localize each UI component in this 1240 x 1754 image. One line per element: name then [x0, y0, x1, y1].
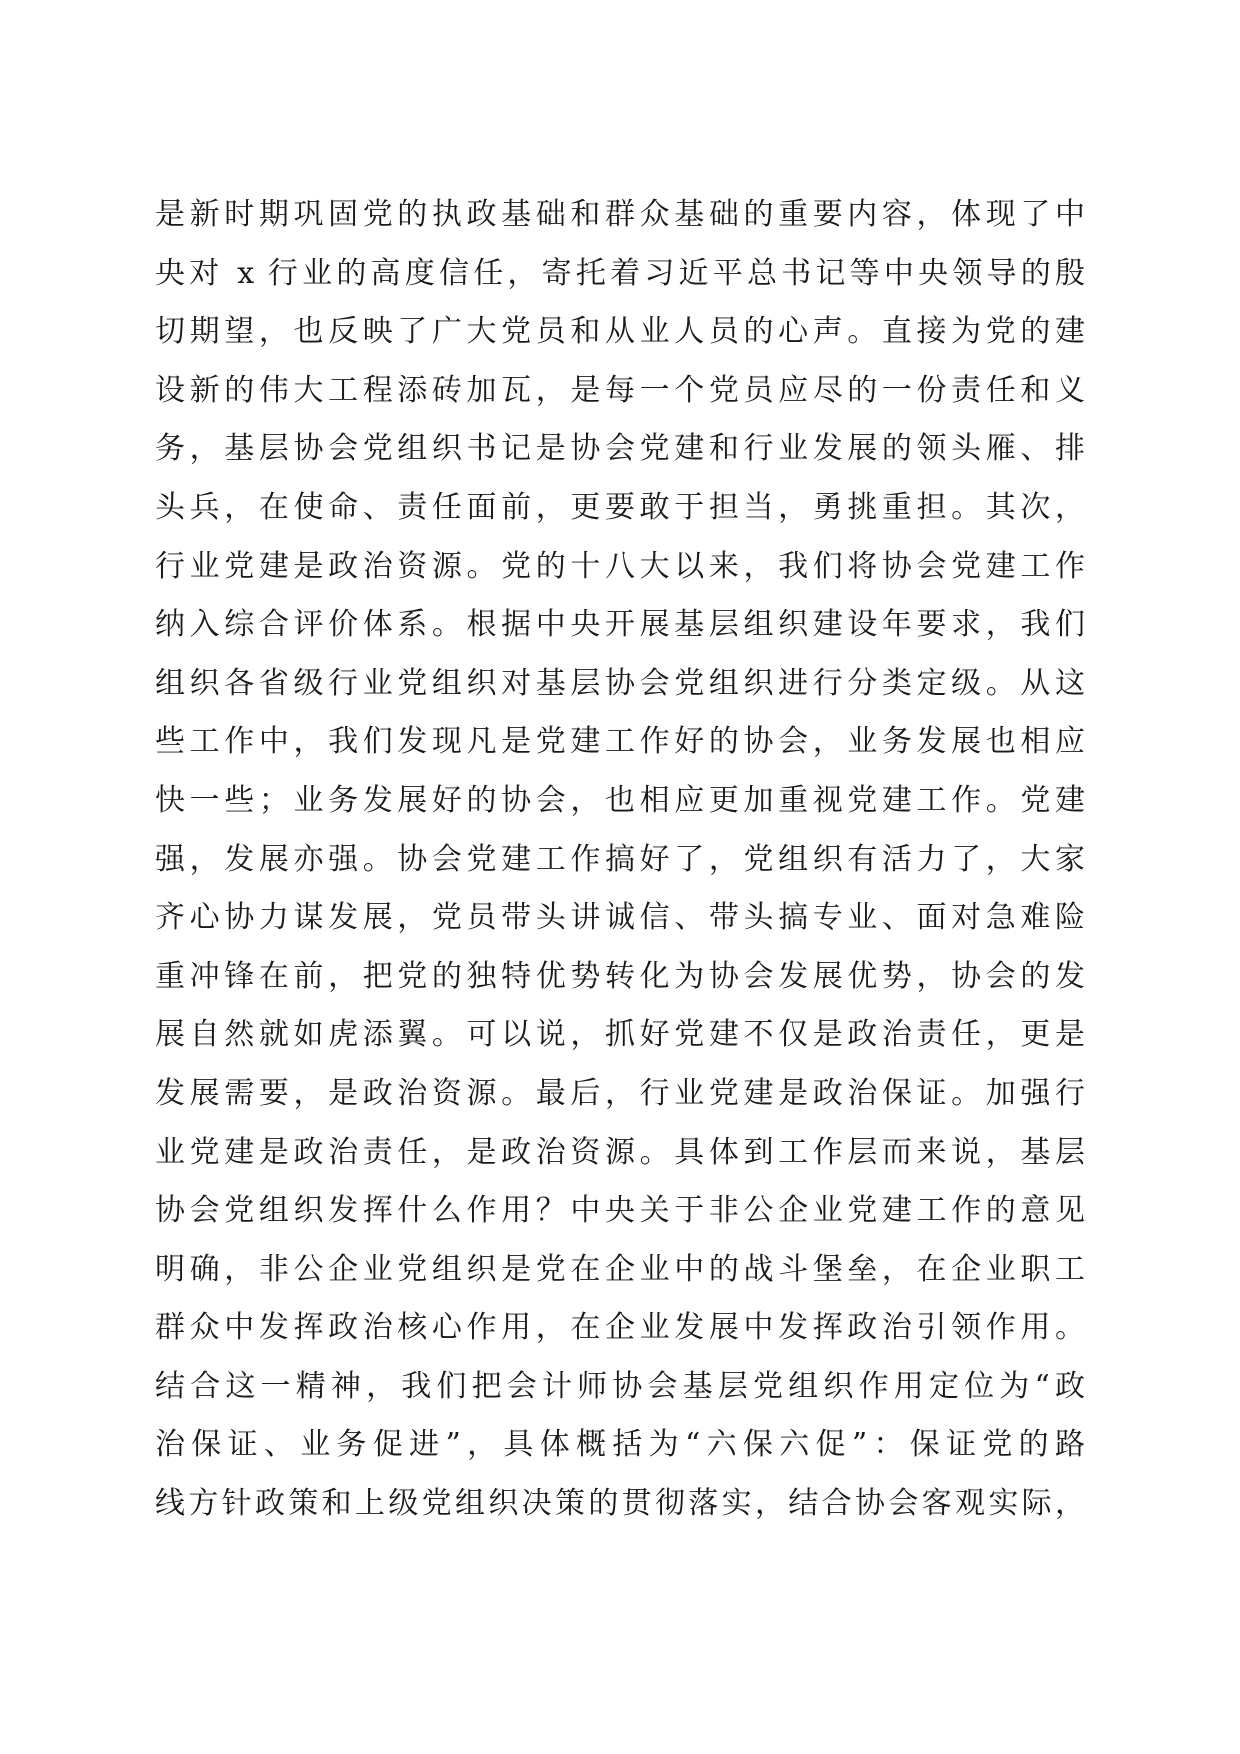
text-line: 重冲锋在前，把党的独特优势转化为协会发展优势，协会的发: [155, 958, 1085, 994]
text-line: 组织各省级行业党组织对基层协会党组织进行分类定级。从这: [155, 665, 1085, 701]
body-paragraph: [155, 186, 1085, 1534]
text-line: 纳入综合评价体系。根据中央开展基层组织建设年要求，我们: [155, 607, 1085, 643]
text-line: 强，发展亦强。协会党建工作搞好了，党组织有活力了，大家: [155, 841, 1085, 877]
text-line: 行业党建是政治资源。党的十八大以来，我们将协会党建工作: [155, 548, 1085, 584]
text-line: 央对 x 行业的高度信任，寄托着习近平总书记等中央领导的殷: [155, 255, 1085, 291]
text-line: 结合这一精神，我们把会计师协会基层党组织作用定位为“政: [155, 1368, 1085, 1404]
text-line: 协会党组织发挥什么作用？中央关于非公企业党建工作的意见: [155, 1193, 1085, 1229]
text-line: 治保证、业务促进”，具体概括为“六保六促”：保证党的路: [155, 1427, 1085, 1463]
text-line: 头兵，在使命、责任面前，更要敢于担当，勇挑重担。其次，: [155, 489, 1085, 525]
text-line: 设新的伟大工程添砖加瓦，是每一个党员应尽的一份责任和义: [155, 372, 1085, 408]
text-line: 快一些；业务发展好的协会，也相应更加重视党建工作。党建: [155, 782, 1085, 818]
text-line: 发展需要，是政治资源。最后，行业党建是政治保证。加强行: [155, 1075, 1085, 1111]
text-line: 务，基层协会党组织书记是协会党建和行业发展的领头雁、排: [155, 431, 1085, 467]
text-line: 群众中发挥政治核心作用，在企业发展中发挥政治引领作用。: [155, 1310, 1085, 1346]
text-line: 些工作中，我们发现凡是党建工作好的协会，业务发展也相应: [155, 724, 1085, 760]
text-line: 明确，非公企业党组织是党在企业中的战斗堡垒，在企业职工: [155, 1251, 1085, 1287]
text-line: 齐心协力谋发展，党员带头讲诚信、带头搞专业、面对急难险: [155, 900, 1085, 936]
text-line: 业党建是政治责任，是政治资源。具体到工作层而来说，基层: [155, 1134, 1085, 1170]
text-line: 线方针政策和上级党组织决策的贯彻落实，结合协会客观实际，: [155, 1486, 1085, 1522]
text-line: 展自然就如虎添翼。可以说，抓好党建不仅是政治责任，更是: [155, 1017, 1085, 1053]
text-line: 切期望，也反映了广大党员和从业人员的心声。直接为党的建: [155, 314, 1085, 350]
text-line: 是新时期巩固党的执政基础和群众基础的重要内容，体现了中: [155, 197, 1085, 232]
